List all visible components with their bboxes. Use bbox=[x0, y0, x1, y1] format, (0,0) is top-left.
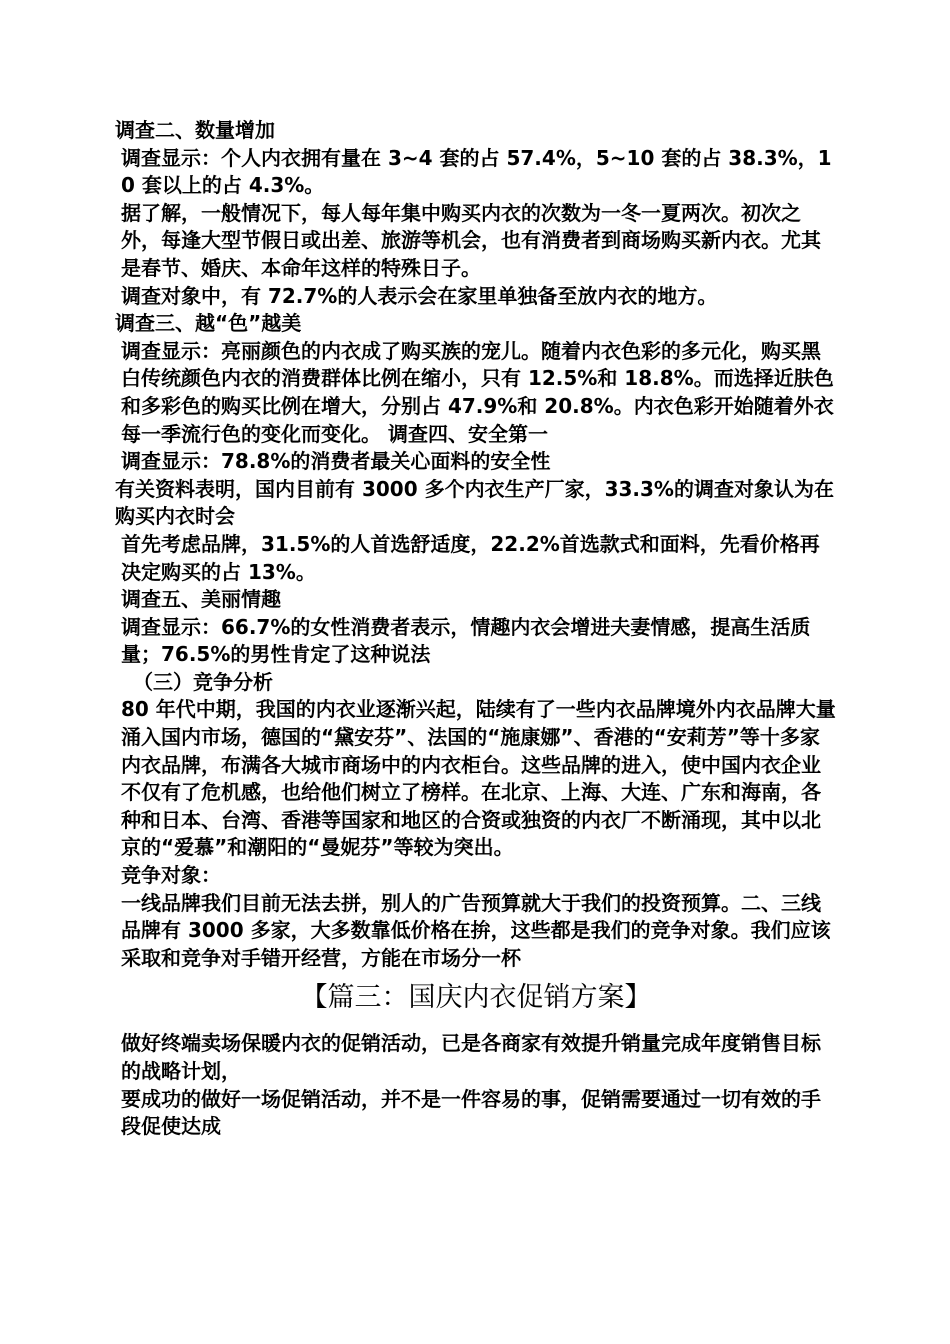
paragraph-safety: 调查显示：78.8%的消费者最关心面料的安全性 bbox=[121, 449, 551, 474]
paragraph-lingerie-emotion: 调查显示：66.7%的女性消费者表示，情趣内衣会增进夫妻情感，提高生活质量；76.5%的男性肯定了这种说法 bbox=[121, 614, 811, 667]
paragraph-industry-history: 80 年代中期，我国的内衣业逐渐兴起，陆续有了一些内衣品牌境外内衣品牌大量涌入国内市场，德国的“黛安芬”、法国的“施康娜”、香港的“安莉芳”等十多家内衣品牌，布满各大城市商场中的内衣柜台。这些品牌的进入，使中国内衣企业不仅有了危机感，也给他们树立了榜样。在北京、上海、大连、广东和海南，各种和日本、台湾、香港等国家和地区的合资或独资的内衣厂不断涌现，其中以北京的“爱慕”和潮阳的“曼妮芬”等较为突出。 bbox=[121, 697, 836, 860]
heading-competitors: 竞争对象： bbox=[121, 863, 221, 888]
paragraph-promotion-intro: 做好终端卖场保暖内衣的促销活动，已是各商家有效提升销量完成年度销售目标的战略计划， bbox=[121, 1031, 821, 1083]
promotion-block bbox=[115, 1030, 837, 1140]
document-body bbox=[115, 117, 837, 1141]
heading-survey-2: 调查二、数量增加 bbox=[115, 118, 275, 142]
paragraph-competitors: 一线品牌我们目前无法去拼，别人的广告预算就大于我们的投资预算。二、三线品牌有 3000 多家，大多数靠低价格在拚，这些都是我们的竞争对象。我们应该采取和竞争对手错开经营，方能在市场分一杯 bbox=[121, 890, 831, 970]
paragraph-brand-priority: 首先考虑品牌，31.5%的人首选舒适度，22.2%首选款式和面料，先看价格再决定购买的占 13%。 bbox=[121, 531, 820, 584]
paragraph-survey-2-result: 调查显示：个人内衣拥有量在 3~4 套的占 57.4%，5~10 套的占 38.3%，10 套以上的占 4.3%。 bbox=[121, 145, 832, 198]
heading-competition-analysis: （三）竞争分析 bbox=[133, 669, 273, 694]
paragraph-promotion-methods: 要成功的做好一场促销活动，并不是一件容易的事，促销需要通过一切有效的手段促使达成 bbox=[121, 1086, 821, 1139]
paragraph-purchase-frequency: 据了解，一般情况下，每人每年集中购买内衣的次数为一冬一夏两次。初次之外，每逢大型节假日或出差、旅游等机会，也有消费者到商场购买新内衣。尤其是春节、婚庆、本命年这样的特殊日子。 bbox=[121, 200, 821, 280]
paragraph-manufacturers: 有关资料表明，国内目前有 3000 多个内衣生产厂家，33.3%的调查对象认为在购买内衣时会 bbox=[115, 476, 834, 529]
heading-survey-5: 调查五、美丽情趣 bbox=[121, 587, 281, 612]
heading-survey-3: 调查三、越“色”越美 bbox=[115, 311, 302, 336]
section-title: 【篇三：国庆内衣促销方案】 bbox=[300, 982, 652, 1014]
paragraph-storage: 调查对象中，有 72.7%的人表示会在家里单独备至放内衣的地方。 bbox=[121, 283, 718, 308]
paragraph-color: 调查显示：亮丽颜色的内衣成了购买族的宠儿。随着内衣色彩的多元化，购买黑白传统颜色内衣的消费群体比例在缩小，只有 12.5%和 18.8%。而选择近肤色和多彩色的购买比例在增大，分别占 47.9%和 20.8%。内衣色彩开始随着外衣每一季流行色的变化而变化。 调查四、安全第一 bbox=[121, 338, 834, 446]
